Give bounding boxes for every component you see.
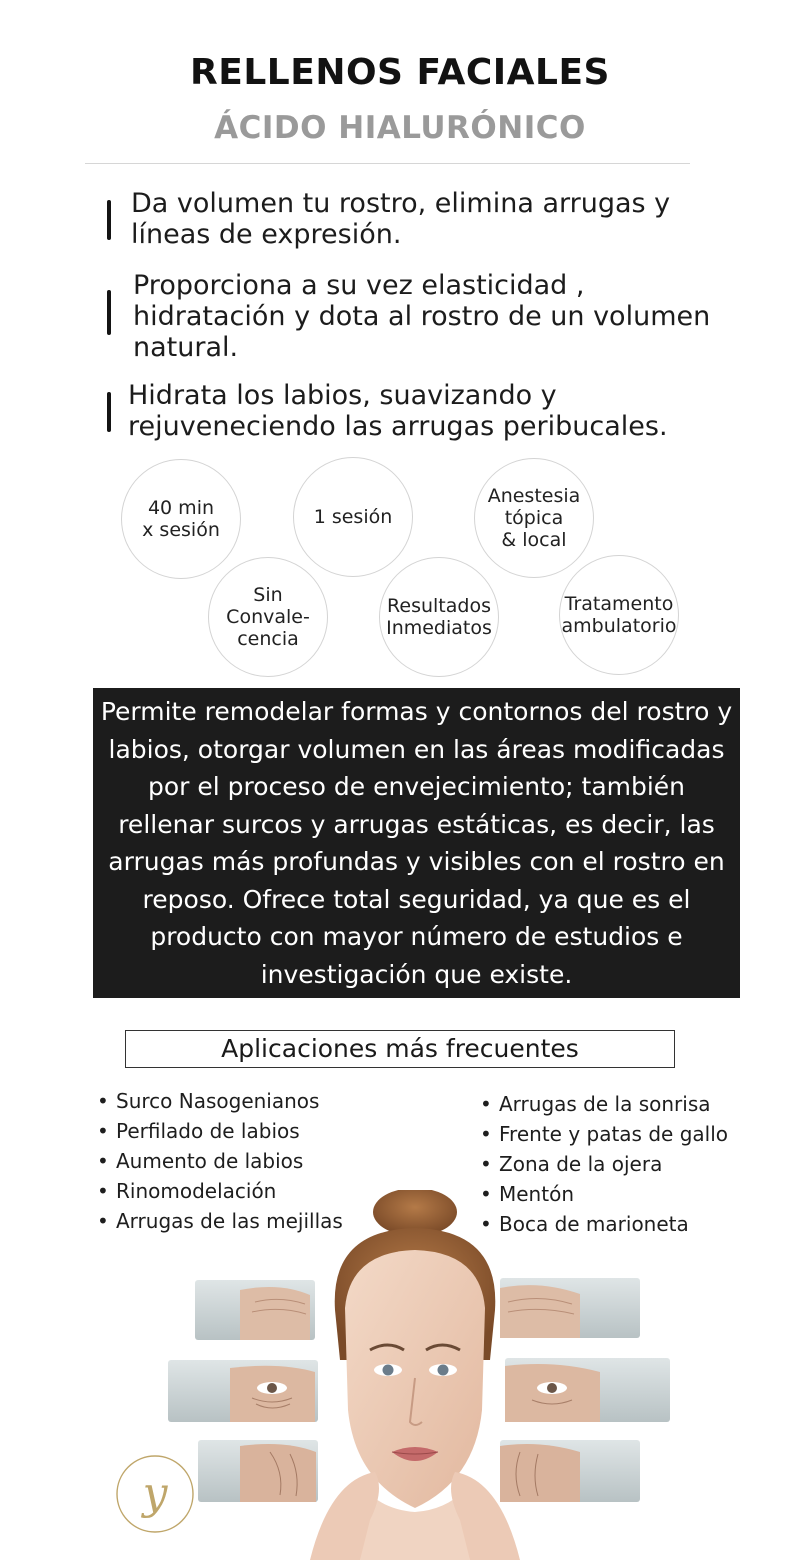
wrinkle-panel-right-top	[500, 1278, 640, 1338]
benefit-line: rejuveneciendo las arrugas peribucales.	[128, 411, 668, 442]
application-item: • Perfilado de labios	[97, 1116, 343, 1146]
application-item: • Boca de marioneta	[480, 1209, 728, 1239]
wrinkle-panel-left-top	[195, 1280, 315, 1340]
feature-circle-duration: 40 min x sesión	[121, 459, 241, 579]
feature-circle-anesthesia: Anestesia tópica & local	[474, 458, 594, 578]
benefit-marker-1	[107, 200, 111, 240]
benefit-line: líneas de expresión.	[131, 219, 402, 250]
application-item: • Aumento de labios	[97, 1146, 343, 1176]
benefit-line: Proporciona a su vez elasticidad ,	[133, 270, 585, 301]
benefit-marker-3	[107, 392, 111, 432]
face-illustration	[160, 1190, 680, 1560]
benefit-line: Da volumen tu rostro, elimina arrugas y	[131, 188, 671, 219]
wrinkle-panel-right-mid	[505, 1358, 670, 1422]
applications-title: Aplicaciones más frecuentes	[125, 1030, 675, 1068]
page-title: RELLENOS FACIALES	[190, 52, 610, 93]
description-box	[93, 688, 740, 998]
feature-circle-immediate-results: Resultados Inmediatos	[379, 557, 499, 677]
benefit-line: natural.	[133, 332, 239, 363]
benefit-line: Hidrata los labios, suavizando y	[128, 380, 557, 411]
wrinkle-panel-left-bottom	[198, 1440, 318, 1502]
application-item: • Zona de la ojera	[480, 1149, 728, 1179]
feature-circle-sessions: 1 sesión	[293, 457, 413, 577]
wrinkle-panel-left-mid	[168, 1360, 318, 1422]
application-item: • Rinomodelación	[97, 1176, 343, 1206]
feature-circle-no-convalescence: Sin Convale- cencia	[208, 557, 328, 677]
wrinkle-panel-right-bottom	[500, 1440, 640, 1502]
benefit-item-3	[128, 380, 668, 442]
brand-logo	[113, 1452, 197, 1536]
application-item: • Arrugas de la sonrisa	[480, 1089, 728, 1119]
benefit-item-1	[131, 188, 670, 250]
application-item: • Arrugas de las mejillas	[97, 1206, 343, 1236]
logo-letter: y	[142, 1468, 168, 1519]
feature-circle-outpatient: Tratamento ambulatorio	[559, 555, 679, 675]
benefit-line: hidratación y dota al rostro de un volumen	[133, 301, 711, 332]
application-item: • Frente y patas de gallo	[480, 1119, 728, 1149]
application-item: • Surco Nasogenianos	[97, 1086, 343, 1116]
benefit-item-2	[133, 270, 710, 363]
page-subtitle: ÁCIDO HIALURÓNICO	[214, 110, 586, 146]
header-divider	[85, 163, 690, 164]
description-text: Permite remodelar formas y contornos del rostro y labios, otorgar volumen en las áreas modificadas por el proceso de envejecimiento; también rellenar surcos y arrugas estáticas, es decir, las arrugas más profundas y visibles con el rostro en reposo. Ofrece total seguridad, ya que es el producto con mayor número de estudios e investigación que existe.	[100, 697, 733, 989]
benefit-marker-2	[107, 290, 111, 335]
application-item: • Mentón	[480, 1179, 728, 1209]
